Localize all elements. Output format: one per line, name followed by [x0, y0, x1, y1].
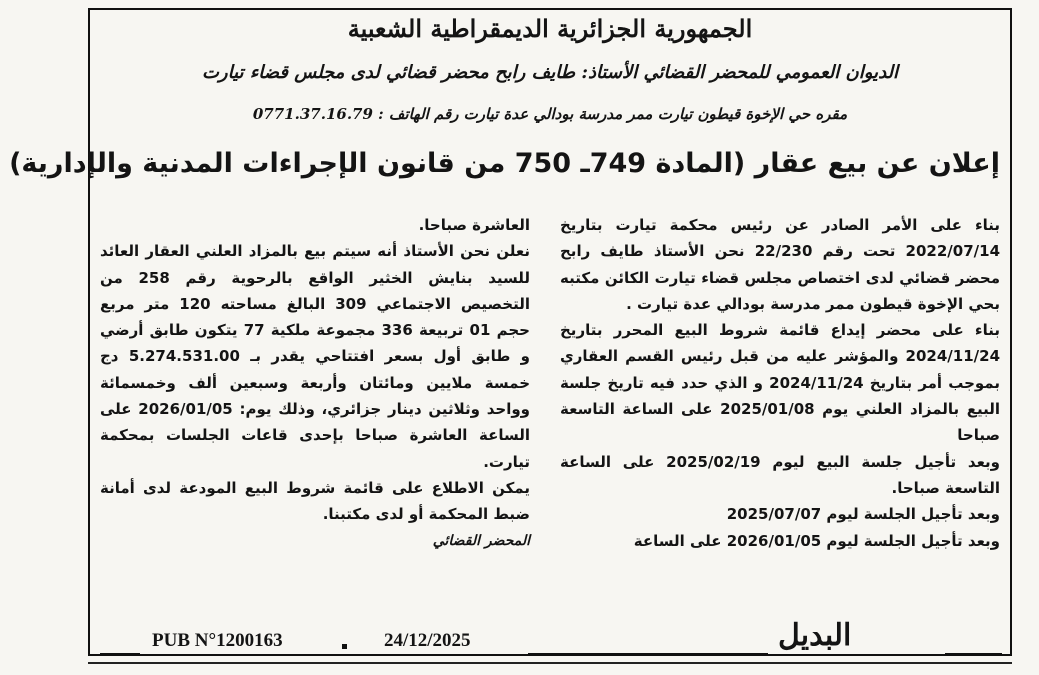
publication-number: PUB N°1200163 [152, 630, 283, 651]
paragraph-third-postponement: وبعد تأجيل الجلسة ليوم 2026/01/05 على الساعة [633, 531, 1000, 550]
publication-date: 24/12/2025 [384, 630, 471, 651]
paragraph-sale-details: نعلن نحن الأستاذ أنه سيتم بيع بالمزاد العلني العقار العائد للسيد بنايش الخثير الواقع بالرحوية رقم 258 من التخصيص الاجتماعي 309 البالغ مساحته 120 متر مربع حجم 01 تربيعة 336 مجموعة ملكية 77 يتكون طابق أرضي و طابق أول بسعر افتتاحي يقدر بـ 5.274.531.00 دج خمسة ملايين ومائتان وأربعة وسبعين ألف وخمسمائة وواحد وثلاثين دينار جزائري، وذلك يوم: 2026/01/05 على الساعة العاشرة صباحا بإحدى قاعات الجلسات بمحكمة تيارت. [100, 242, 530, 471]
paragraph-time-continuation: العاشرة صباحا. [418, 216, 530, 234]
paragraph-conditions-deposit: بناء على محضر إيداع قائمة شروط البيع المحرر بتاريخ 2024/11/24 والمؤشر عليه من قبل رئيس القسم العقاري بموجب أمر بتاريخ 2024/11/24 و الذي حدد فيه تاريخ جلسة البيع بالمزاد العلني يوم 2025/01/08 على الساعة التاسعة صباحا [560, 321, 1000, 445]
bottom-rule [88, 662, 1012, 664]
bailiff-signature: المحضر القضائي [432, 532, 530, 549]
paragraph-consultation: يمكن الاطلاع على قائمة شروط البيع المودعة لدى أمانة ضبط المحكمة أو لدى مكتبنا. [100, 478, 530, 524]
paragraph-first-postponement: وبعد تأجيل جلسة البيع ليوم 2025/02/19 على الساعة التاسعة صباحا. [560, 452, 1000, 497]
notice-title: إعلان عن بيع عقار (المادة 749ـ 750 من قانون الإجراءات المدنية والإدارية) [9, 148, 1000, 179]
footer-line [100, 653, 140, 655]
footer-line [528, 653, 768, 655]
republic-heading: الجمهورية الجزائرية الديمقراطية الشعبية [347, 14, 753, 43]
paragraph-second-postponement: وبعد تأجيل الجلسة ليوم 2025/07/07 [726, 505, 1000, 524]
footer-dot [342, 644, 347, 649]
left-column [100, 212, 530, 554]
newspaper-name: البديل [778, 618, 852, 653]
office-address-line: مقره حي الإخوة قيطون تيارت ممر مدرسة بودالي عدة تيارت رقم الهاتف : 0771.37.16.79 [252, 105, 848, 123]
right-column [560, 212, 1000, 554]
paragraph-court-order: بناء على الأمر الصادر عن رئيس محكمة تيارت بتاريخ 2022/07/14 تحت رقم 22/230 نحن الأستاذ طايف رابح محضر قضائي لدى اختصاص مجلس قضاء تيارت الكائن مكتبه بحي الإخوة قيطون ممر مدرسة بودالي عدة تيارت . [560, 216, 1000, 313]
bailiff-office-line: الديوان العمومي للمحضر القضائي الأستاذ: طايف رابح محضر قضائي لدى مجلس قضاء تيارت [201, 62, 898, 83]
footer-line [945, 653, 1002, 655]
